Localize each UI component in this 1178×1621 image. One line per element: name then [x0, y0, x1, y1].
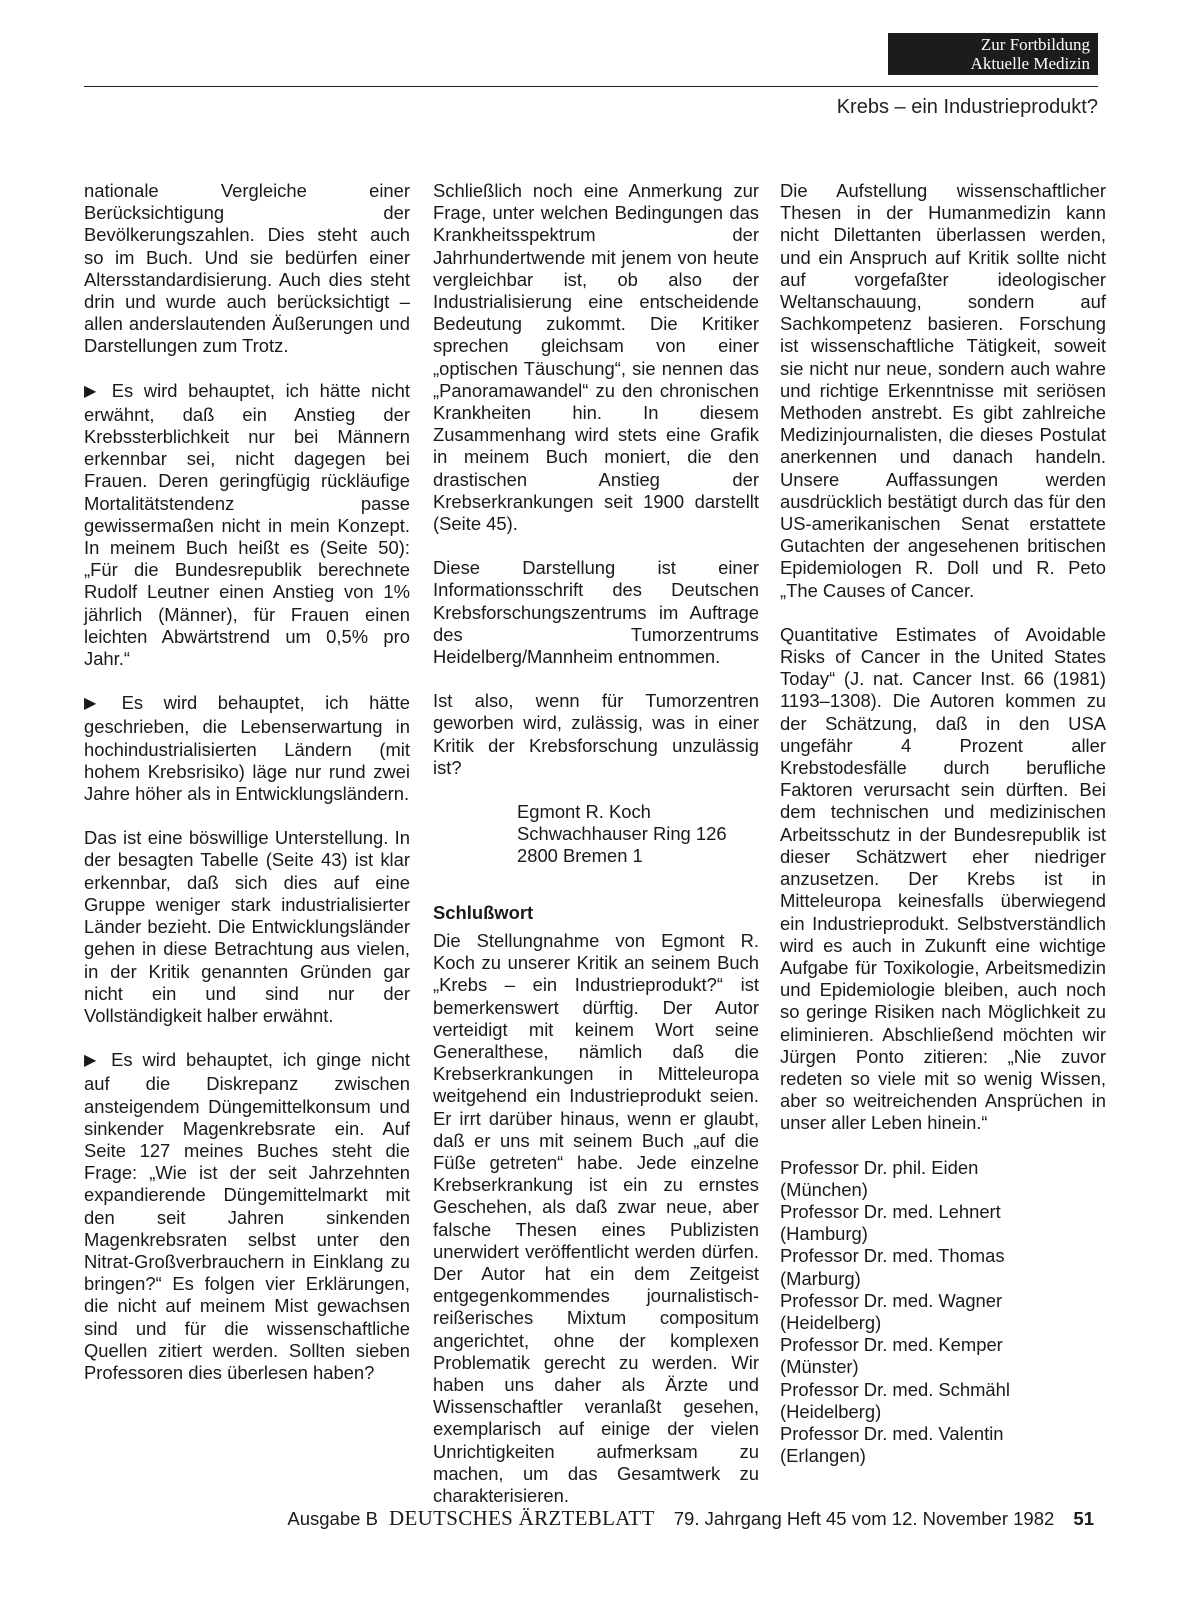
signature-street: Schwachhauser Ring 126 [517, 823, 727, 845]
signature-city: 2800 Bremen 1 [517, 845, 643, 867]
signer-line: Professor Dr. med. Thomas [780, 1245, 1005, 1267]
page-number: 51 [1073, 1508, 1094, 1529]
section-badge [888, 33, 1098, 75]
col1-paragraph-3 [84, 692, 410, 805]
author-signature [433, 801, 759, 868]
footer-journal: DEUTSCHES ÄRZTEBLATT [389, 1506, 655, 1530]
column-3 [780, 180, 1106, 1467]
col1-paragraph-1: nationale Vergleiche einer Berücksichtigung der Bevölkerungszahlen. Dies steht auch so im Buch. Und sie bedürfen einer Altersstandardisierung. Auch dies steht drin und wurde auch berücksichtigt – allen anderslautenden Äußerungen und Darstellungen zum Trotz. [84, 180, 410, 357]
col3-paragraph-2: Quantitative Estimates of Avoidable Risks of Cancer in the United States Today“ (J. nat. Cancer Inst. 66 (1981) 1193–1308). Die Autoren kommen zu der Schätzung, daß in den USA ungefähr 4 Prozent aller Krebstodesfälle durch berufliche Faktoren verursacht sein dürften. Bei dem technischen und medizinischen Arbeitsschutz in der Bundesrepublik ist dieser Schätzwert eher niedriger anzusetzen. Der Krebs ist in Mitteleuropa keinesfalls überwiegend ein Industrieprodukt. Selbstverständlich wird es auch in Zukunft eine wichtige Aufgabe für Toxikologie, Arbeitsmedizin und Epidemiologie bleiben, auch noch so geringe Risiken nach Möglichkeit zu eliminieren. Abschließend möchten wir Jürgen Ponto zitieren: „Nie zuvor redeten so viele mit so wenig Wissen, aber so weitreichenden Ansprüchen in unser aller Leben hinein.“ [780, 623, 1106, 1134]
section-heading: Schlußwort [433, 901, 534, 923]
page-footer [0, 1506, 1094, 1531]
col2-paragraph-1: Schließlich noch eine Anmerkung zur Frage, unter welchen Bedingungen das Krankheitsspektrum der Jahrhundertwende mit jenem von heute vergleichbar ist, ob also der Industrialisierung eine entscheidende Bedeutung zukommt. Die Kritiker sprechen gleichsam von einer „optischen Täuschung“, sie nennen das „Panoramawandel“ zu den chronischen Krankheiten hin. In diesem Zusammenhang wird stets eine Grafik in meinem Buch moniert, die den drastischen Anstieg der Krebserkrankungen seit 1900 darstellt (Seite 45). [433, 180, 759, 535]
signer-line: Professor Dr. med. Valentin [780, 1422, 1004, 1444]
col1-paragraph-5-text: Es wird behauptet, ich ginge nicht auf die Diskrepanz zwischen ansteigendem Düngemittelkonsum und sinkender Magenkrebsrate ein. Auf Seite 127 meines Buches steht die Frage: „Wie ist der seit Jahrzehnten expandierende Düngemittelmarkt mit den seit Jahren sinkenden Magenkrebsraten selbst unter den Nitrat-Großverbrauchern in Einklang zu bringen?“ Es folgen vier Erklärungen, die nicht auf meinem Mist gewachsen sind und für die wissenschaftliche Quellen zitiert werden. Sollten sieben Professoren dies überlesen haben? [84, 1049, 410, 1383]
signers-list [780, 1157, 1106, 1468]
signer-line: (Marburg) [780, 1267, 861, 1289]
signer-line: Professor Dr. phil. Eiden [780, 1156, 979, 1178]
signer-line: (Münster) [780, 1356, 859, 1378]
col1-paragraph-3-text: Es wird behauptet, ich hätte geschrieben, die Lebenserwartung in hochindustrialisierten Ländern (mit hohem Krebsrisiko) läge nur rund zwei Jahre höher als in Entwicklungsländern. [84, 692, 410, 805]
col2-paragraph-2: Diese Darstellung ist einer Informationsschrift des Deutschen Krebsforschungszentrums im Auftrage des Tumorzentrums Heidelberg/Mannheim entnommen. [433, 557, 759, 668]
signature-name: Egmont R. Koch [517, 801, 651, 823]
signer-line: (Heidelberg) [780, 1311, 882, 1333]
col1-paragraph-4: Das ist eine böswillige Unterstellung. In der besagten Tabelle (Seite 43) ist klar erkennbar, daß sich dies auf eine Gruppe weniger stark industrialisierter Länder bezieht. Die Entwicklungsländer gehen in diese Betrachtung aus vielen, in der Kritik genannten Gründen gar nicht ein und sind nur der Vollständigkeit halber erwähnt. [84, 827, 410, 1026]
signer-line: (Heidelberg) [780, 1400, 882, 1422]
col1-paragraph-2-text: Es wird behauptet, ich hätte nicht erwähnt, daß ein Anstieg der Krebssterblichkeit nur bei Männern erkennbar sei, nicht dagegen bei Frauen. Deren geringfügig rückläufige Mortalitätstendenz passe gewissermaßen nicht in mein Konzept. In meinem Buch heißt es (Seite 50): „Für die Bundesrepublik berechnete Rudolf Leutner einen Anstieg von 1% jährlich (Männer), für Frauen einen leichten Abwärtstrend um 0,5% pro Jahr.“ [84, 379, 410, 670]
badge-line-2: Aktuelle Medizin [970, 54, 1090, 73]
triangle-bullet-icon: ▶ [84, 695, 112, 713]
running-title: Krebs – ein Industrieprodukt? [836, 96, 1098, 118]
badge-line-1: Zur Fortbildung [980, 35, 1090, 54]
col2-paragraph-3: Ist also, wenn für Tumorzentren geworben wird, zulässig, was in einer Kritik der Krebsforschung unzulässig ist? [433, 690, 759, 778]
col2-paragraph-4: Die Stellungnahme von Egmont R. Koch zu unserer Kritik an seinem Buch „Krebs – ein Industrieprodukt?“ ist bemerkenswert dürftig. Der Autor verteidigt mit keinem Wort seine Generalthese, nämlich daß die Krebserkrankungen in Mitteleuropa weitgehend ein Industrieprodukt seien. Er irrt darüber hinaus, wenn er glaubt, daß er uns mit seinem Buch „auf die Füße getreten“ habe. Jede einzelne Krebserkrankung ist ein zu ernstes Geschehen, als daß zwar neue, aber falsche Thesen eines Publizisten unerwidert veröffentlicht werden dürfen. Der Autor hat ein dem Zeitgeist entgegenkommendes journalistisch-reißerisches Mixtum compositum angerichtet, ohne der komplexen Problematik gerecht zu werden. Wir haben uns daher als Ärzte und Wissenschaftler veranlaßt gesehen, exemplarisch auf einige der vielen Unrichtigkeiten aufmerksam zu machen, um das Gesamtwerk zu charakterisieren. [433, 929, 759, 1506]
footer-edition: Ausgabe B [287, 1508, 378, 1529]
signer-line: Professor Dr. med. Schmähl [780, 1378, 1010, 1400]
triangle-bullet-icon: ▶ [84, 1052, 102, 1070]
footer-issue: 79. Jahrgang Heft 45 vom 12. November 1982 [673, 1508, 1055, 1529]
column-1 [84, 180, 410, 1384]
col1-paragraph-5 [84, 1049, 410, 1384]
col1-paragraph-2 [84, 380, 410, 671]
signer-line: Professor Dr. med. Wagner [780, 1289, 1003, 1311]
header-rule [84, 86, 1098, 87]
triangle-bullet-icon: ▶ [84, 382, 102, 400]
column-2 [433, 180, 759, 1507]
col3-paragraph-1: Die Aufstellung wissenschaftlicher Thesen in der Humanmedizin kann nicht Dilettanten überlassen werden, und ein Anspruch auf Kritik sollte nicht auf vorgefaßter ideologischer Weltanschauung, sondern auf Sachkompetenz basieren. Forschung ist wissenschaftliche Tätigkeit, soweit sie nicht nur neue, sondern auch wahre und richtige Erkenntnisse mit seriösen Methoden anstrebt. Es gibt zahlreiche Medizinjournalisten, die dieses Postulat anerkennen und danach handeln. Unsere Auffassungen werden ausdrücklich bestätigt durch das für den US-amerikanischen Senat erstattete Gutachten der angesehenen britischen Epidemiologen R. Doll und R. Peto „The Causes of Cancer. [780, 180, 1106, 601]
signer-line: Professor Dr. med. Lehnert [780, 1200, 1001, 1222]
signer-line: (Erlangen) [780, 1445, 866, 1467]
signer-line: Professor Dr. med. Kemper [780, 1334, 1003, 1356]
signer-line: (Hamburg) [780, 1223, 868, 1245]
signer-line: (München) [780, 1178, 868, 1200]
